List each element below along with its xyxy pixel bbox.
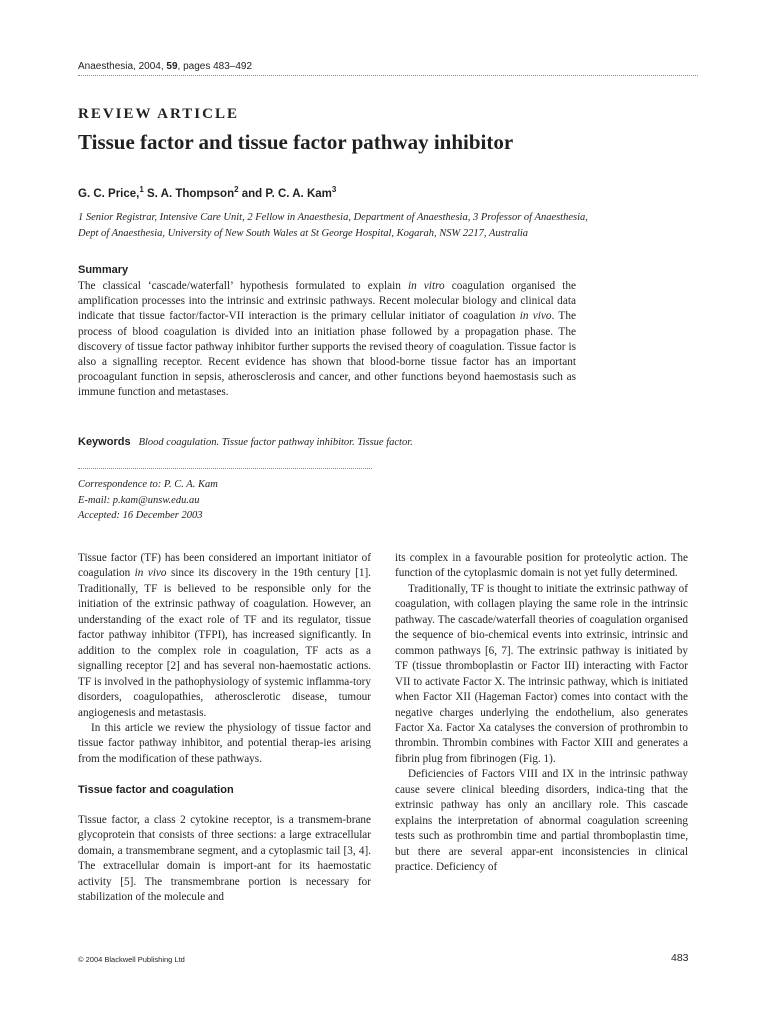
author-name: S. A. Thompson [143, 187, 235, 200]
volume-number: 59 [166, 61, 178, 72]
summary-text [78, 279, 576, 401]
author-name: and P. C. A. Kam [238, 187, 332, 200]
body-column-left [78, 551, 371, 906]
body-segment: since its discovery in the 19th century [1]. Traditionally, TF is believed to be responsible only for the initiation of the extrinsic pathway of coagulation. However, an understanding of the exact role of TF and its regulator, tissue factor pathway inhibitor (TFPI), has increased significantly. In addition to the complex role in coagulation, TF acts as a signalling receptor [2] and has several non-haemostatic actions. TF is involved in the pathophysiology of systemic inflamma-tory disorders, coagulopathies, atherosclerotic disease, tumour angiogenesis and metastasis. [78, 567, 371, 719]
body-italic: in vivo [134, 567, 167, 580]
correspondence-divider [78, 468, 372, 469]
summary-italic: in vivo [519, 310, 552, 323]
page-number: 483 [671, 952, 689, 964]
correspondence-block [78, 477, 218, 524]
body-segment: Tissue factor (TF) has been considered an important initiator of coagulation [78, 552, 371, 580]
body-paragraph: Deficiencies of Factors VIII and IX in the intrinsic pathway cause severe clinical bleeding disorders, indica-ting that the extrinsic pathway has only an ancillary role. This cascade explains the interpretation of abnormal coagulation screening tests such as prothrombin time and partial thromboplastin time, but there are several appar-ent inconsistencies in clinical practice. Deficiency of [395, 768, 688, 874]
body-paragraph: Traditionally, TF is thought to initiate the extrinsic pathway of coagulation, with collagen playing the same role in the intrinsic pathway. The cascade/waterfall theories of coagulation organised the sequence of bio-chemical events into extrinsic, intrinsic and common pathways [6, 7]. The extrinsic pathway is initiated by TF (tissue thromboplastin or Factor III) interacting with Factor VII to activate Factor X. The intrinsic pathway, which is initiated when Factor XII (Hageman Factor) comes into contact with the negative charges underlying the endothelium, also generates Factor Xa. Factor Xa catalyses the conversion of prothrombin to thrombin. Thrombin combines with Factor XIII and generates a fibrin plug from fibrinogen (Fig. 1). [395, 582, 688, 765]
summary-segment: . The process of blood coagulation is divided into an initiation phase followed by a propagation phase. The discovery of tissue factor pathway inhibitor further supports the revised theory of coagulation. Tissue factor is also a signalling receptor. Recent evidence has shown that blood-borne tissue factor has an important procoagulant function in sepsis, atherosclerosis and cancer, and other functions beyond haemostasis such as immune function and metastases. [78, 310, 576, 399]
summary-segment: The classical ‘cascade/waterfall’ hypothesis formulated to explain [78, 280, 408, 292]
summary-heading: Summary [78, 264, 129, 276]
body-paragraph: Tissue factor, a class 2 cytokine receptor, is a transmem-brane glycoprotein that consists of three sections: a large extracellular domain, a transmembrane segment, and a cytoplasmic tail [3, 4]. The extracellular domain is import-ant for its haemostatic activity [5]. The transmembrane portion is necessary for stabilization of the molecule and [78, 813, 371, 904]
page-range: , pages 483–492 [177, 61, 253, 72]
author-name: G. C. Price, [78, 187, 140, 200]
journal-citation: Anaesthesia, 2004, [78, 61, 167, 72]
body-paragraph: its complex in a favourable position for proteolytic action. The function of the cytoplasmic domain is not yet fully determined. [395, 552, 688, 580]
author-affiliation-mark: 3 [331, 185, 337, 194]
correspondence-name: Correspondence to: P. C. A. Kam [78, 479, 218, 490]
article-title: Tissue factor and tissue factor pathway inhibitor [78, 130, 514, 154]
author-affiliation-mark: 2 [234, 185, 239, 194]
author-list [78, 185, 336, 200]
body-column-right [395, 551, 688, 876]
keywords [78, 436, 413, 448]
running-head [78, 61, 252, 72]
header-divider [78, 75, 698, 76]
correspondence-email: E-mail: p.kam@unsw.edu.au [78, 494, 200, 506]
author-affiliation-mark: 1 [139, 185, 144, 194]
affiliation-line: Dept of Anaesthesia, University of New South Wales at St George Hospital, Kogarah, NSW 2217, Australia [78, 228, 529, 239]
summary-italic: in vitro [407, 280, 445, 292]
copyright-notice: © 2004 Blackwell Publishing Ltd [78, 955, 185, 964]
affiliations [78, 210, 698, 242]
body-paragraph [78, 551, 371, 721]
keywords-text: Blood coagulation. Tissue factor pathway inhibitor. Tissue factor. [138, 437, 413, 448]
affiliation-line: 1 Senior Registrar, Intensive Care Unit, 2 Fellow in Anaesthesia, Department of Anaesthesia, 3 Professor of Anaesthesia, [78, 212, 588, 223]
summary-segment: coagulation organised the amplification processes into the intrinsic and extrinsic pathways. Recent molecular biology and clinical data indicate that tissue factor/factor-VII interaction is the primary cellular initiator of coagulation [78, 280, 576, 323]
section-heading: Tissue factor and coagulation [78, 784, 234, 797]
body-paragraph: In this article we review the physiology of tissue factor and tissue factor pathway inhibitor, and potential therap-ies arising from the modification of these pathways. [78, 721, 371, 765]
keywords-label: Keywords [78, 436, 131, 448]
article-type: REVIEW ARTICLE [78, 106, 239, 122]
accepted-date: Accepted: 16 December 2003 [78, 510, 203, 521]
